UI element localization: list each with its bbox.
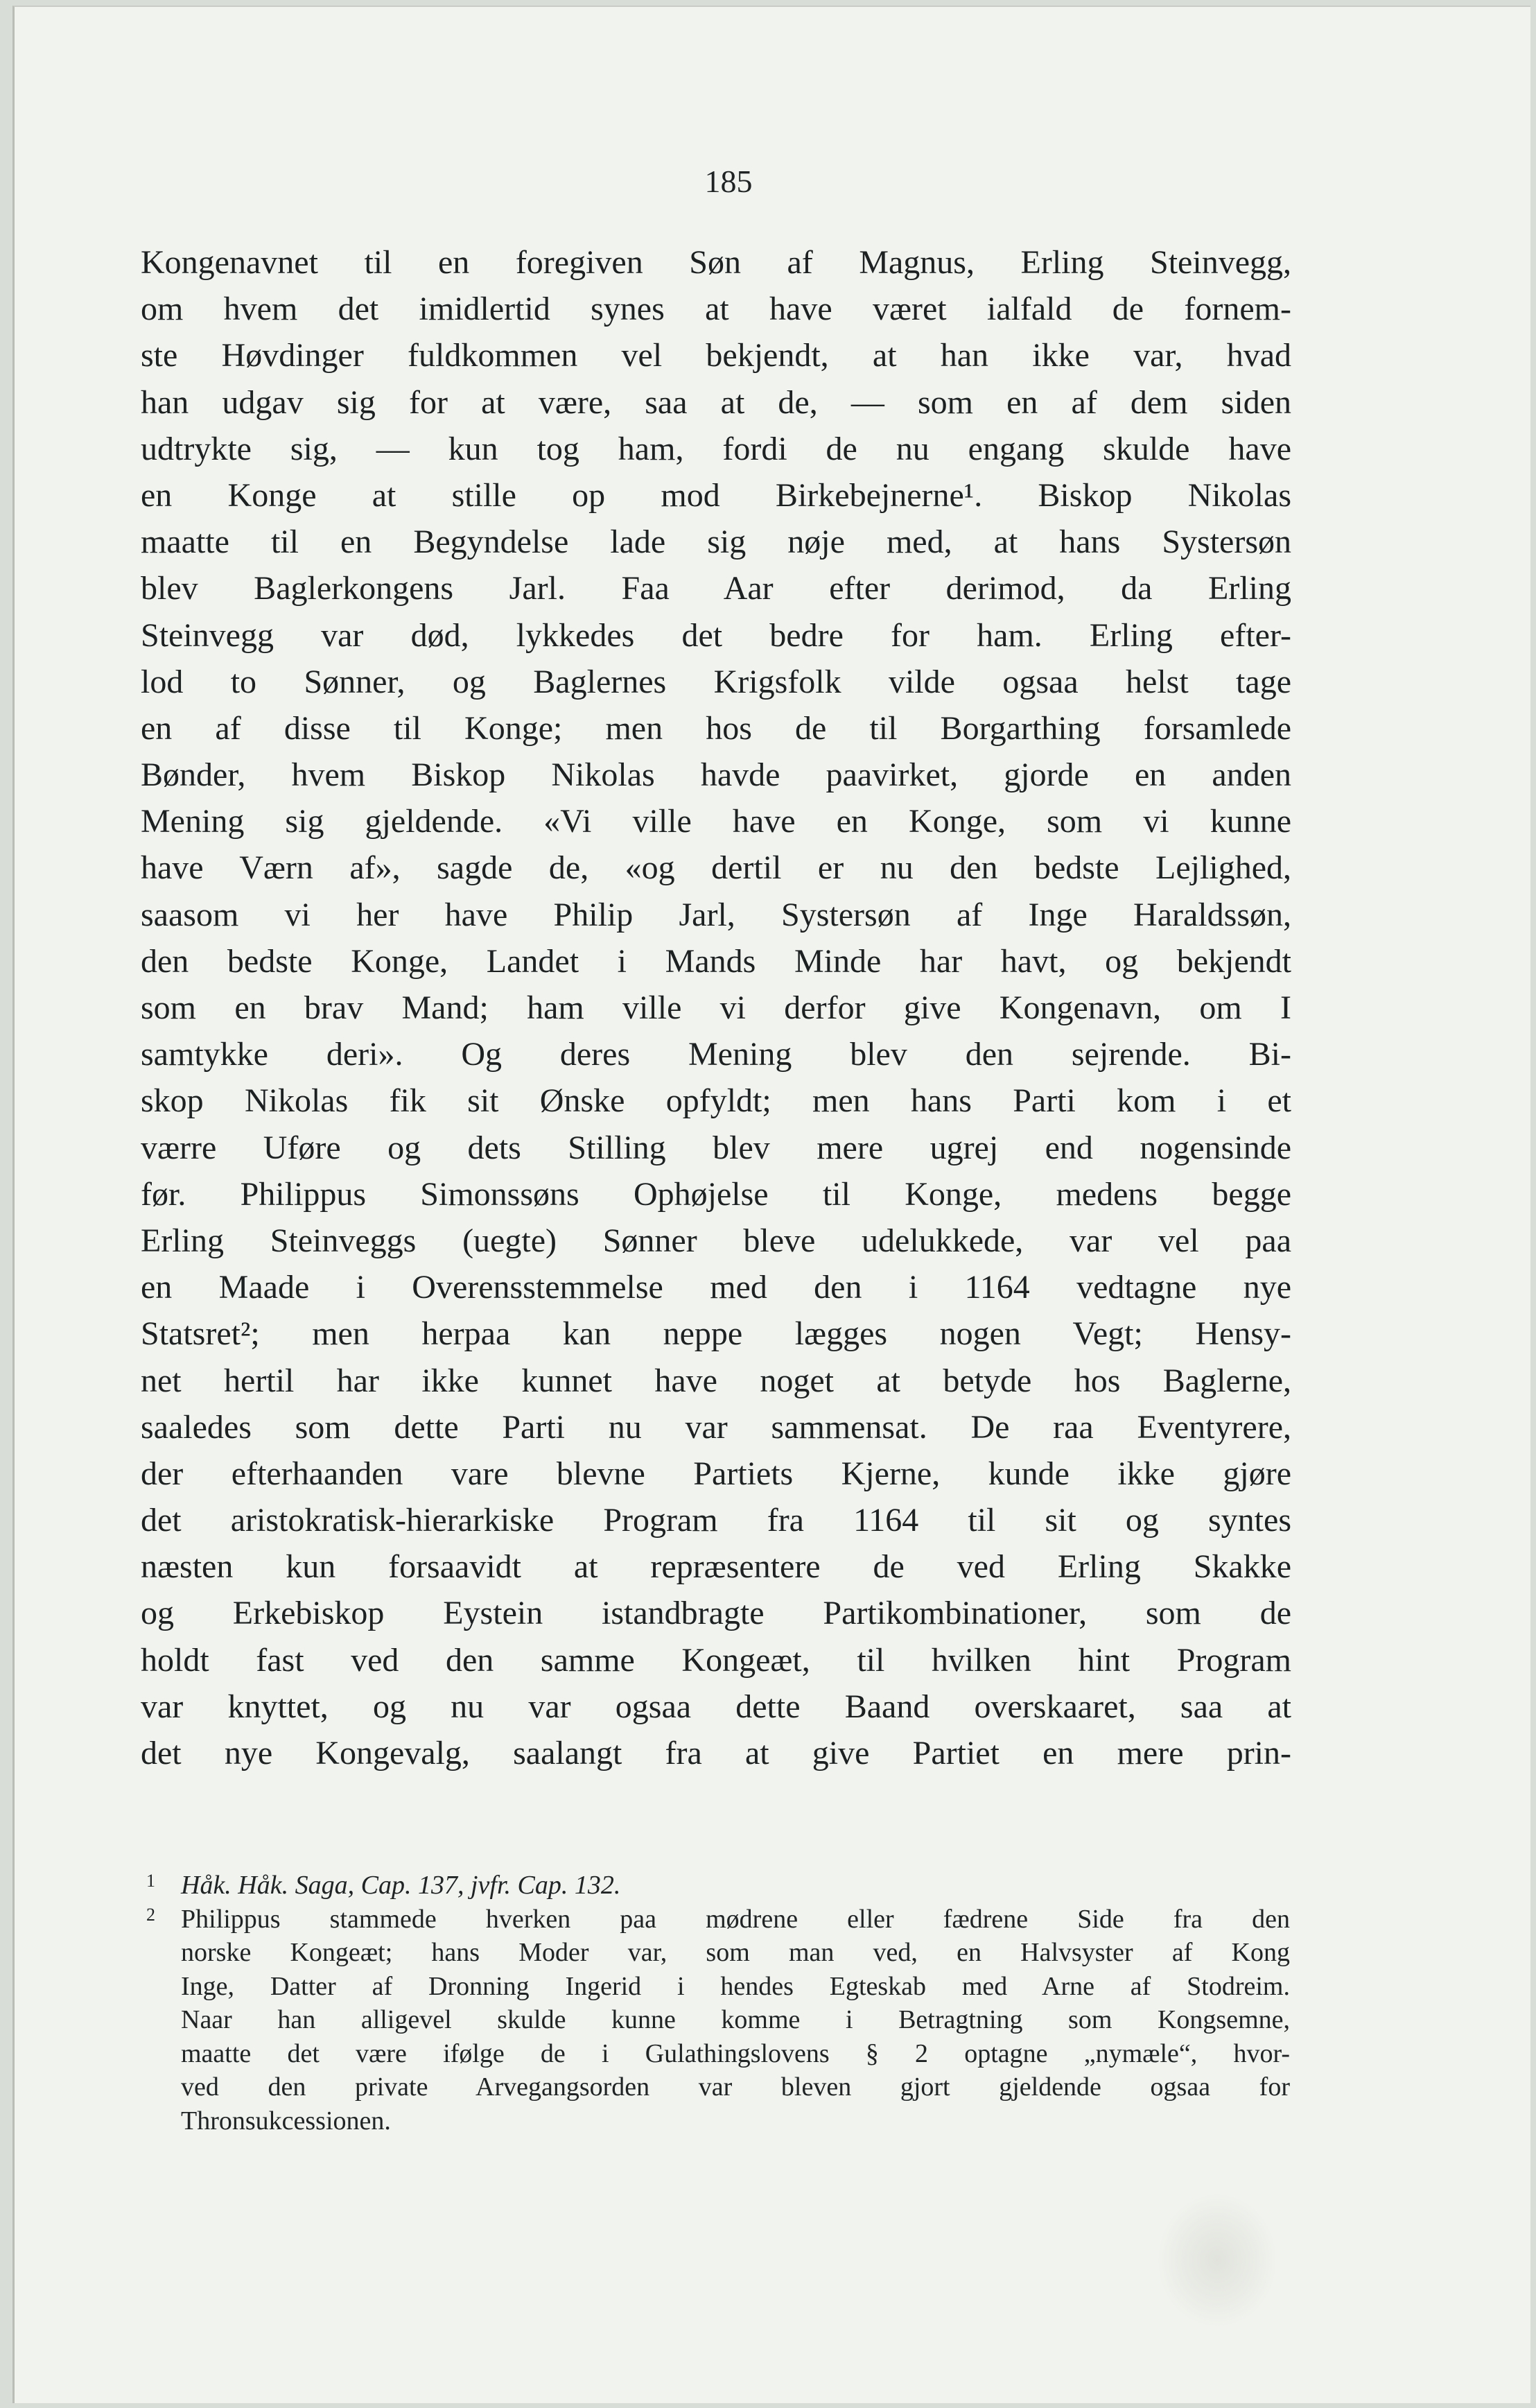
body-text (141, 239, 1291, 1776)
footnote-line: Naar han alligevel skulde kunne komme i Betragtning som Kongsemne, (181, 2005, 1290, 2034)
footnote-line: Inge, Datter af Dronning Ingerid i hendes Egteskab med Arne af Stodreim. (181, 1971, 1290, 2001)
footnote-2 (146, 1903, 1290, 2138)
text-line: en af disse til Konge; men hos de til Borgarthing forsamlede (141, 709, 1291, 747)
text-line: før. Philippus Simonssøns Ophøjelse til Konge, medens begge (141, 1175, 1291, 1213)
footnote-marker: 2 (146, 1904, 155, 1925)
text-line: Erling Steinveggs (uegte) Sønner bleve udelukkede, var vel paa (141, 1222, 1291, 1259)
text-line: en Konge at stille op mod Birkebejnerne¹. Biskop Nikolas (141, 476, 1291, 514)
page-number: 185 (704, 164, 753, 199)
fingerprint-smudge (1158, 2194, 1276, 2326)
footnote-line: norske Kongeæt; hans Moder var, som man ved, en Halvsyster af Kong (181, 1938, 1290, 1967)
text-line: Statsret²; men herpaa kan neppe lægges nogen Vegt; Hensy- (141, 1315, 1291, 1353)
text-line: maatte til en Begyndelse lade sig nøje med, at hans Systersøn (141, 523, 1291, 561)
text-line: han udgav sig for at være, saa at de, — som en af dem siden (141, 383, 1291, 421)
footnote-line: Håk. Håk. Saga, Cap. 137, jvfr. Cap. 132. (181, 1871, 621, 1900)
text-line: en Maade i Overensstemmelse med den i 1164 vedtagne nye (141, 1269, 1291, 1306)
text-line: det nye Kongevalg, saalangt fra at give Partiet en mere prin- (141, 1735, 1291, 1772)
text-line: Bønder, hvem Biskop Nikolas havde paavirket, gjorde en anden (141, 756, 1291, 794)
footnotes (146, 1869, 1290, 2138)
text-line: værre Uføre og dets Stilling blev mere ugrej end nogensinde (141, 1129, 1291, 1166)
footnote-1 (146, 1869, 1290, 1903)
text-line: net hertil har ikke kunnet have noget at betyde hos Baglerne, (141, 1362, 1291, 1399)
text-line: udtrykte sig, — kun tog ham, fordi de nu engang skulde have (141, 430, 1291, 467)
text-line: skop Nikolas fik sit Ønske opfyldt; men hans Parti kom i et (141, 1082, 1291, 1120)
text-line: næsten kun forsaavidt at repræsentere de ved Erling Skakke (141, 1548, 1291, 1586)
text-line: blev Baglerkongens Jarl. Faa Aar efter derimod, da Erling (141, 570, 1291, 607)
text-line: om hvem det imidlertid synes at have været ialfald de fornem- (141, 291, 1291, 328)
book-page (12, 6, 1530, 2403)
text-line: have Værn af», sagde de, «og dertil er nu den bedste Lejlighed, (141, 849, 1291, 887)
text-line: som en brav Mand; ham ville vi derfor give Kongenavn, om I (141, 989, 1291, 1026)
text-line: der efterhaanden vare blevne Partiets Kjerne, kunde ikke gjøre (141, 1455, 1291, 1492)
text-line: Steinvegg var død, lykkedes det bedre for ham. Erling efter- (141, 616, 1291, 654)
footnote-line: ved den private Arvegangsorden var bleven gjort gjeldende ogsaa for (181, 2072, 1290, 2102)
footnote-line: Thronsukcessionen. (181, 2106, 391, 2136)
text-line: var knyttet, og nu var ogsaa dette Baand overskaaret, saa at (141, 1688, 1291, 1725)
footnote-line: Philippus stammede hverken paa mødrene eller fædrene Side fra den (181, 1904, 1290, 1934)
footnote-marker: 1 (146, 1871, 155, 1891)
text-line: saasom vi her have Philip Jarl, Systersøn af Inge Haraldssøn, (141, 896, 1291, 933)
text-line: Kongenavnet til en foregiven Søn af Magnus, Erling Steinvegg, (141, 244, 1291, 281)
text-line: det aristokratisk-hierarkiske Program fra 1164 til sit og syntes (141, 1502, 1291, 1539)
text-line: samtykke deri». Og deres Mening blev den sejrende. Bi- (141, 1036, 1291, 1073)
text-line: den bedste Konge, Landet i Mands Minde har havt, og bekjendt (141, 942, 1291, 980)
text-line: holdt fast ved den samme Kongeæt, til hvilken hint Program (141, 1641, 1291, 1679)
text-line: Mening sig gjeldende. «Vi ville have en Konge, som vi kunne (141, 803, 1291, 840)
footnote-line: maatte det være ifølge de i Gulathingslovens § 2 optagne „nymæle“, hvor- (181, 2038, 1290, 2068)
text-line: lod to Sønner, og Baglernes Krigsfolk vilde ogsaa helst tage (141, 663, 1291, 700)
text-line: ste Høvdinger fuldkommen vel bekjendt, at han ikke var, hvad (141, 337, 1291, 374)
text-line: og Erkebiskop Eystein istandbragte Partikombinationer, som de (141, 1595, 1291, 1632)
text-line: saaledes som dette Parti nu var sammensat. De raa Eventyrere, (141, 1408, 1291, 1446)
